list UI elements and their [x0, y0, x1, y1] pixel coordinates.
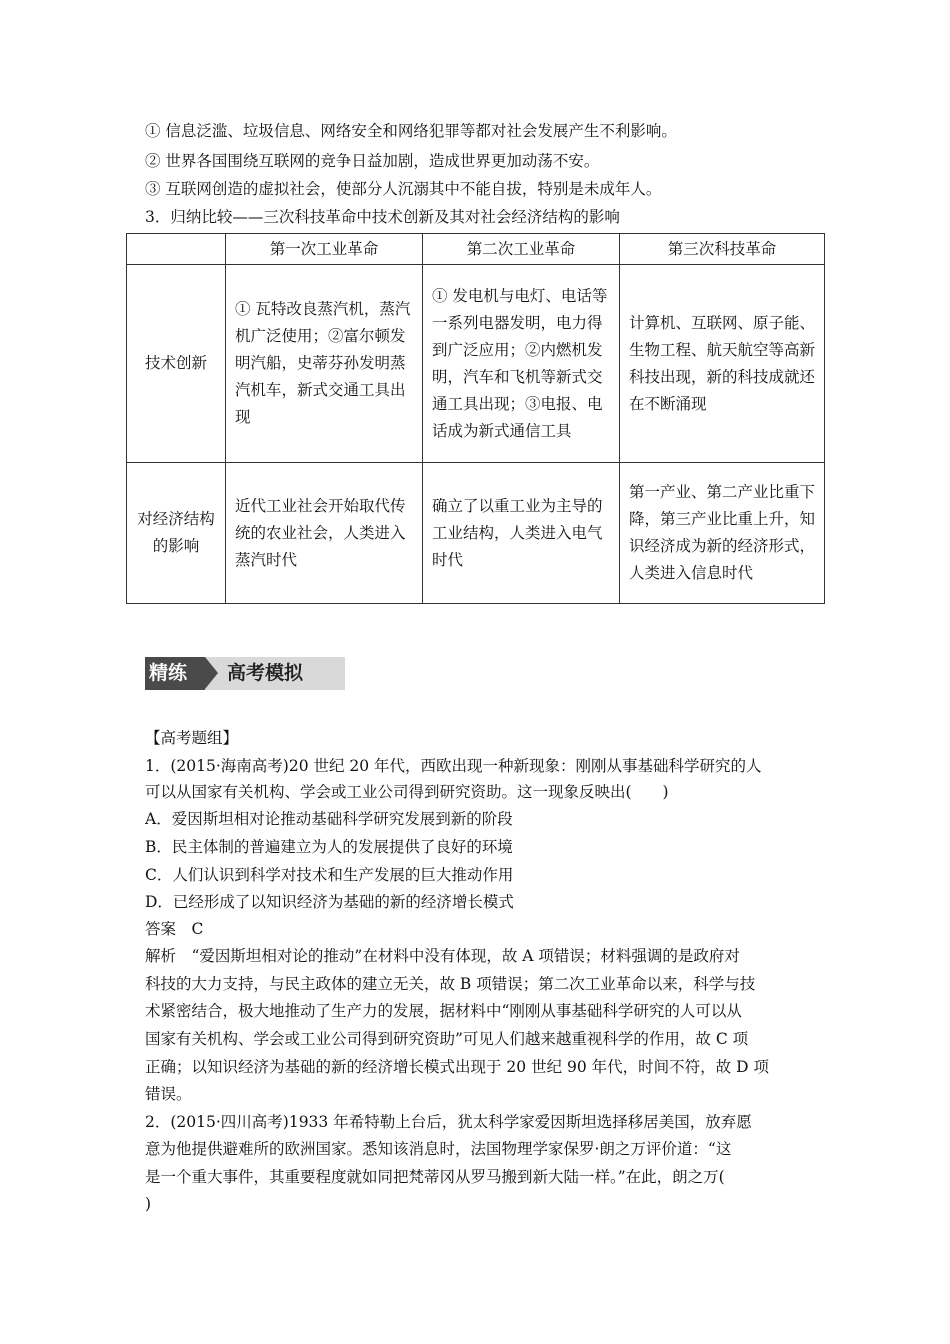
- row-label-economic-impact: 对经济结构的影响: [127, 463, 226, 604]
- table-cell: ① 发电机与电灯、电话等一系列电器发明，电力得到广泛应用；②内燃机发明，汽车和飞机等新式交通工具出现；③电报、电话成为新式通信工具: [423, 265, 620, 463]
- body-line: 可以从国家有关机构、学会或工业公司得到研究资助。这一现象反映出( ): [145, 783, 669, 801]
- table-row: [127, 265, 825, 463]
- option-c: C．人们认识到科学对技术和生产发展的巨大推动作用: [145, 866, 514, 884]
- body-line: ): [145, 1195, 152, 1213]
- table-cell: 第一产业、第二产业比重下降，第三产业比重上升，知识经济成为新的经济形式，人类进入信息时代: [620, 463, 825, 604]
- banner-label-practice: 精练: [145, 657, 205, 690]
- banner-label-exam: 高考模拟: [227, 662, 304, 684]
- list-item-3: ③ 互联网创造的虚拟社会，使部分人沉溺其中不能自拔，特别是未成年人。: [145, 180, 662, 198]
- analysis-line: 正确；以知识经济为基础的新的经济增长模式出现于 20 世纪 90 年代，时间不符，故 D 项: [145, 1058, 769, 1076]
- analysis-line: 术紧密结合，极大地推动了生产力的发展，据材料中“刚刚从事基础科学研究的人可以从: [145, 1002, 742, 1020]
- list-item-1: ① 信息泛滥、垃圾信息、网络安全和网络犯罪等都对社会发展产生不利影响。: [145, 122, 677, 140]
- body-line: 2．(2015·四川高考)1933 年希特勒上台后，犹太科学家爱因斯坦选择移居美国，放弃愿: [145, 1113, 752, 1131]
- section-tag: 【高考题组】: [145, 729, 239, 747]
- table-row: [127, 463, 825, 604]
- table-cell: 确立了以重工业为主导的工业结构，人类进入电气时代: [423, 463, 620, 604]
- table-header-row: [127, 234, 825, 265]
- table-cell: 近代工业社会开始取代传统的农业社会，人类进入蒸汽时代: [226, 463, 423, 604]
- section-heading-3: 3．归纳比较——三次科技革命中技术创新及其对社会经济结构的影响: [145, 208, 620, 226]
- row-label-innovation: 技术创新: [127, 265, 226, 463]
- list-item-2: ② 世界各国围绕互联网的竞争日益加剧，造成世界更加动荡不安。: [145, 152, 600, 170]
- analysis-line: 国家有关机构、学会或工业公司得到研究资助”可见人们越来越重视科学的作用，故 C 项: [145, 1030, 749, 1048]
- analysis-line: 错误。: [145, 1085, 192, 1103]
- comparison-table: [126, 233, 825, 604]
- table-header-first-revolution: 第一次工业革命: [226, 234, 423, 265]
- option-d: D．已经形成了以知识经济为基础的新的经济增长模式: [145, 893, 514, 911]
- table-header-third-revolution: 第三次科技革命: [620, 234, 825, 265]
- option-b: B．民主体制的普遍建立为人的发展提供了良好的环境: [145, 838, 513, 856]
- body-line: 1．(2015·海南高考)20 世纪 20 年代，西欧出现一种新现象：刚刚从事基础科学研究的人: [145, 757, 762, 775]
- body-line: 是一个重大事件，其重要程度就如同把梵蒂冈从罗马搬到新大陆一样。”在此，朗之万(: [145, 1168, 725, 1186]
- analysis-line: 解析 “爱因斯坦相对论的推动”在材料中没有体现，故 A 项错误；材料强调的是政府对: [145, 947, 740, 965]
- table-header-empty: [127, 234, 226, 265]
- table-cell: 计算机、互联网、原子能、生物工程、航天航空等高新科技出现，新的科技成就还在不断涌现: [620, 265, 825, 463]
- analysis-line: 科技的大力支持，与民主政体的建立无关，故 B 项错误；第二次工业革命以来，科学与技: [145, 975, 756, 993]
- table-cell: ① 瓦特改良蒸汽机，蒸汽机广泛使用；②富尔顿发明汽船，史蒂芬孙发明蒸汽机车，新式交通工具出现: [226, 265, 423, 463]
- answer-line: 答案 C: [145, 920, 204, 938]
- section-banner: [145, 657, 345, 690]
- body-line: 意为他提供避难所的欧洲国家。悉知该消息时，法国物理学家保罗·朗之万评价道：“这: [145, 1140, 732, 1158]
- option-a: A．爱因斯坦相对论推动基础科学研究发展到新的阶段: [145, 810, 513, 828]
- table-header-second-revolution: 第二次工业革命: [423, 234, 620, 265]
- banner-arrow-icon: [205, 657, 218, 689]
